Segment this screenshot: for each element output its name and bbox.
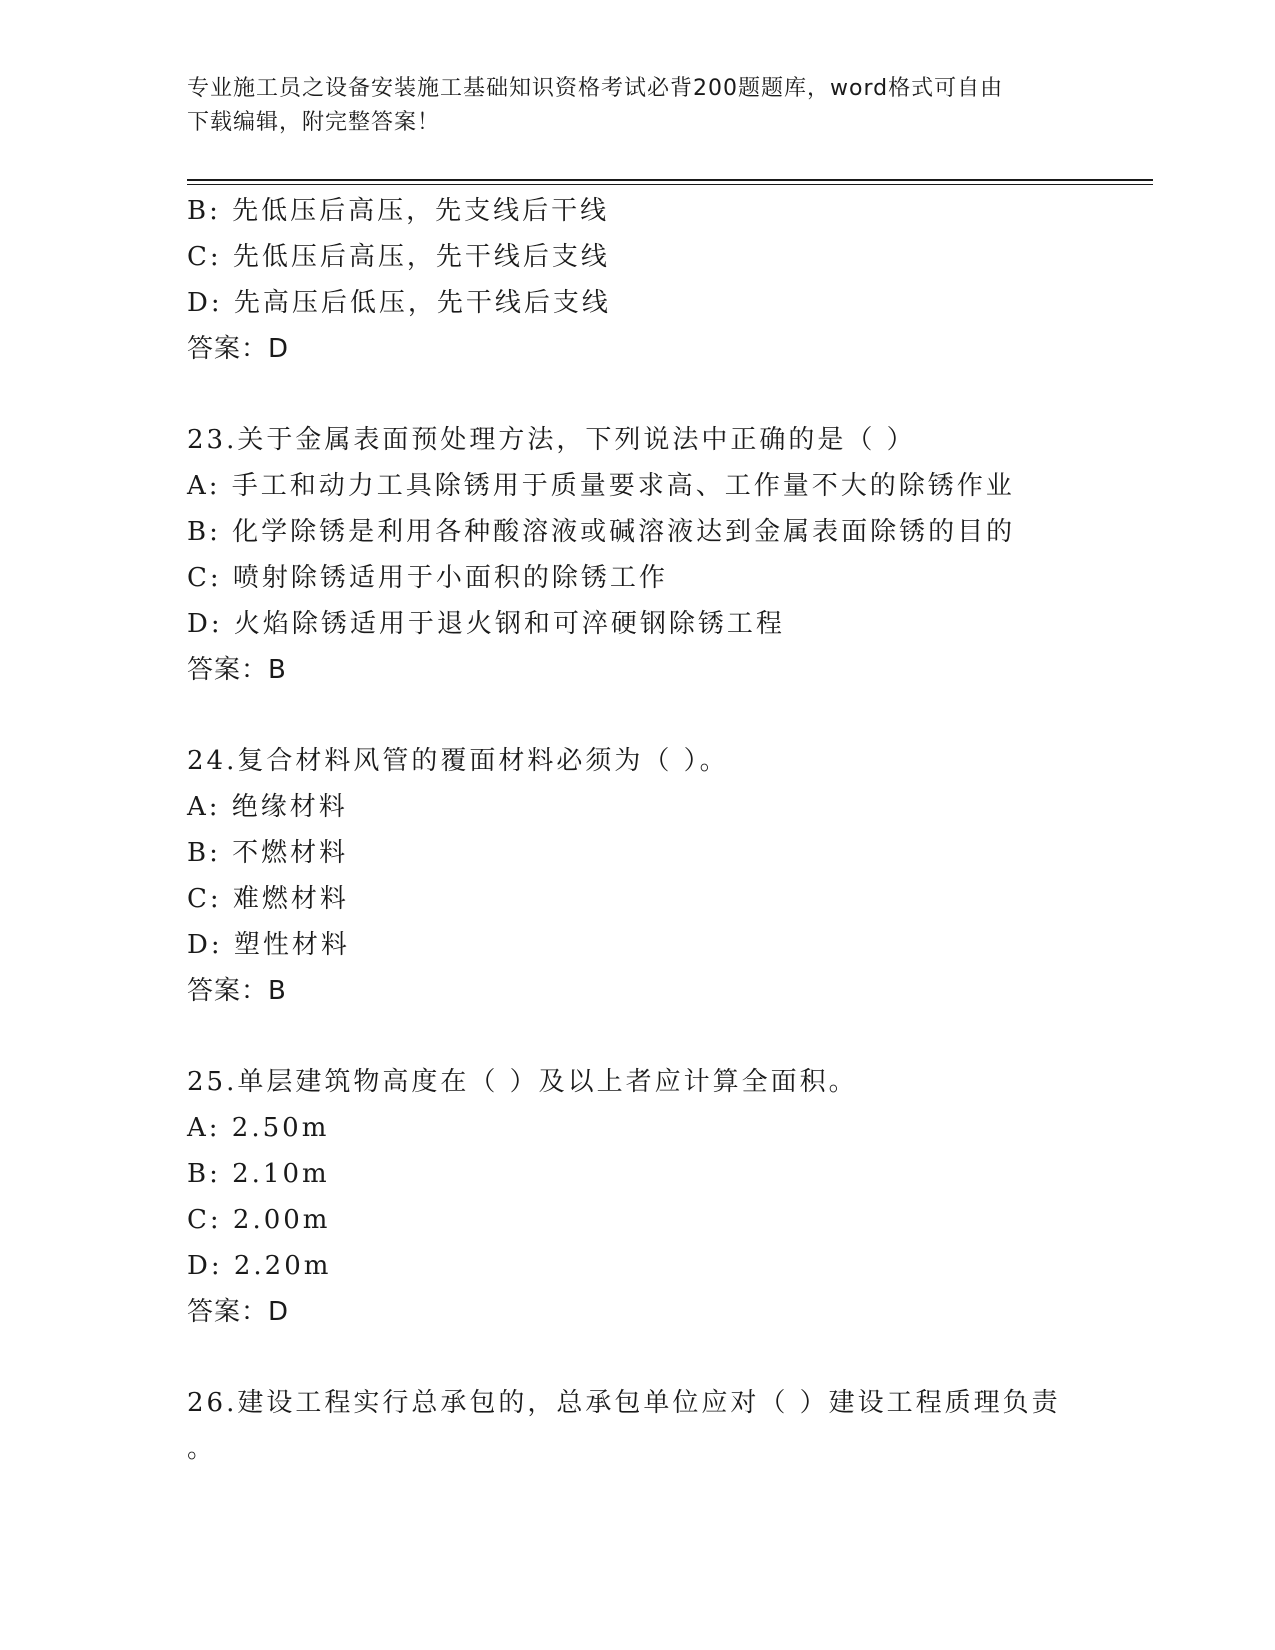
header-line-1: 专业施工员之设备安装施工基础知识资格考试必背200题题库，word格式可自由 bbox=[187, 76, 1004, 101]
spacer bbox=[187, 372, 1147, 417]
question-23 bbox=[187, 417, 1147, 693]
option-c: C: 难燃材料 bbox=[187, 884, 349, 914]
question-text: 25.单层建筑物高度在（ ）及以上者应计算全面积。 bbox=[187, 1067, 858, 1097]
question-text: 26.建设工程实行总承包的，总承包单位应对（ ）建设工程质理负责 bbox=[187, 1388, 1061, 1418]
option-c: C: 2.00m bbox=[187, 1205, 331, 1235]
header-line-2: 下载编辑，附完整答案！ bbox=[187, 110, 441, 135]
spacer bbox=[187, 693, 1147, 738]
header-divider-thick bbox=[187, 179, 1153, 181]
header-divider-thin bbox=[187, 184, 1153, 185]
question-24 bbox=[187, 738, 1147, 1014]
question-text-continued: 。 bbox=[187, 1434, 217, 1464]
option-b: B: 化学除锈是利用各种酸溶液或碱溶液达到金属表面除锈的目的 bbox=[187, 517, 1016, 547]
option-b: B: 不燃材料 bbox=[187, 838, 349, 868]
option-d: D: 火焰除锈适用于退火钢和可淬硬钢除锈工程 bbox=[187, 609, 785, 639]
spacer bbox=[187, 1335, 1147, 1380]
option-d: D: 2.20m bbox=[187, 1251, 332, 1281]
question-list bbox=[187, 188, 1147, 1472]
option-d: D: 塑性材料 bbox=[187, 930, 350, 960]
answer: 答案：D bbox=[187, 1297, 290, 1327]
question-25 bbox=[187, 1059, 1147, 1335]
question-text: 24.复合材料风管的覆面材料必须为（ ）。 bbox=[187, 746, 729, 776]
document-header bbox=[187, 72, 1087, 140]
option-c: C: 先低压后高压，先干线后支线 bbox=[187, 242, 610, 272]
option-a: A: 2.50m bbox=[187, 1113, 330, 1143]
spacer bbox=[187, 1014, 1147, 1059]
option-a: A: 手工和动力工具除锈用于质量要求高、工作量不大的除锈作业 bbox=[187, 471, 1015, 501]
question-22 bbox=[187, 188, 1147, 372]
answer: 答案：D bbox=[187, 334, 290, 364]
option-b: B: 先低压后高压，先支线后干线 bbox=[187, 196, 610, 226]
option-a: A: 绝缘材料 bbox=[187, 792, 348, 822]
answer: 答案：B bbox=[187, 655, 287, 685]
option-b: B: 2.10m bbox=[187, 1159, 330, 1189]
question-26 bbox=[187, 1380, 1147, 1472]
question-text: 23.关于金属表面预处理方法，下列说法中正确的是（ ） bbox=[187, 425, 916, 455]
option-c: C: 喷射除锈适用于小面积的除锈工作 bbox=[187, 563, 668, 593]
option-d: D: 先高压后低压，先干线后支线 bbox=[187, 288, 611, 318]
answer: 答案：B bbox=[187, 976, 287, 1006]
